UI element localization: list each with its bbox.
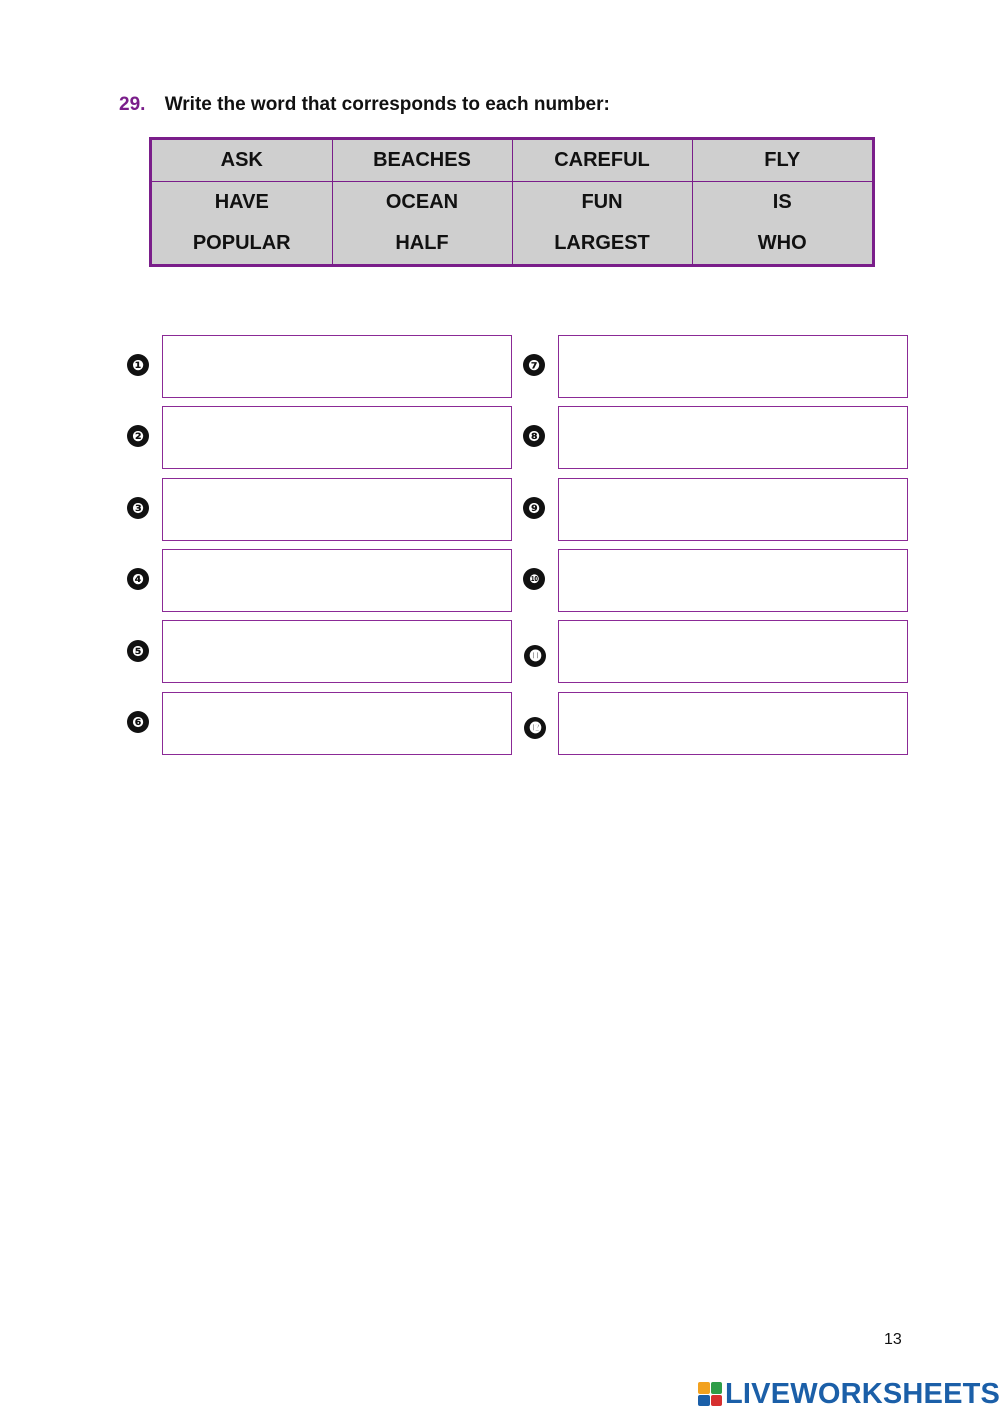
- answer-box-6[interactable]: [162, 692, 512, 755]
- number-marker-11: ⓫: [524, 645, 546, 667]
- word-bank-cell: FLY: [692, 140, 872, 182]
- answer-box-11[interactable]: [558, 620, 908, 683]
- word-bank-cell: WHO: [757, 232, 807, 254]
- word-bank-cell: IS: [772, 191, 792, 213]
- word-bank-cell: CAREFUL: [512, 140, 692, 182]
- answer-box-3[interactable]: [162, 478, 512, 541]
- answer-box-1[interactable]: [162, 335, 512, 398]
- number-marker-4: ❹: [127, 568, 149, 590]
- answer-box-5[interactable]: [162, 620, 512, 683]
- word-bank-cell: HAVE: [152, 182, 332, 224]
- number-marker-6: ❻: [127, 711, 149, 733]
- number-marker-3: ❸: [127, 497, 149, 519]
- liveworksheets-logo-icon: [698, 1382, 722, 1406]
- word-bank-cell: OCEAN: [332, 182, 512, 224]
- answer-box-12[interactable]: [558, 692, 908, 755]
- number-marker-12: ⓬: [524, 717, 546, 739]
- answer-box-2[interactable]: [162, 406, 512, 469]
- number-marker-5: ❺: [127, 640, 149, 662]
- word-bank-row: [152, 140, 872, 182]
- number-marker-1: ❶: [127, 354, 149, 376]
- answer-box-10[interactable]: [558, 549, 908, 612]
- word-bank-cell: ASK: [152, 140, 332, 182]
- word-bank-cell: HALF: [332, 223, 512, 264]
- answer-box-4[interactable]: [162, 549, 512, 612]
- answer-box-9[interactable]: [558, 478, 908, 541]
- answer-box-7[interactable]: [558, 335, 908, 398]
- word-bank-cell: FUN: [512, 182, 692, 224]
- liveworksheets-logo: [698, 1378, 1000, 1410]
- number-marker-7: ❼: [523, 354, 545, 376]
- word-bank-table: [149, 137, 875, 267]
- question-heading: [119, 94, 610, 116]
- liveworksheets-logo-text: LIVEWORKSHEETS: [725, 1377, 1000, 1410]
- word-bank-row: [152, 223, 872, 264]
- word-bank-cell: BEACHES: [332, 140, 512, 182]
- word-bank-row: [152, 182, 872, 224]
- number-marker-10: ❿: [523, 568, 545, 590]
- answer-box-8[interactable]: [558, 406, 908, 469]
- number-marker-9: ❾: [523, 497, 545, 519]
- question-instruction: Write the word that corresponds to each number:: [164, 94, 610, 115]
- word-bank-cell: POPULAR: [152, 223, 332, 264]
- number-marker-8: ❽: [523, 425, 545, 447]
- word-bank-cell: LARGEST: [512, 223, 692, 264]
- question-number: 29.: [119, 94, 146, 115]
- page-number: 13: [884, 1331, 902, 1348]
- number-marker-2: ❷: [127, 425, 149, 447]
